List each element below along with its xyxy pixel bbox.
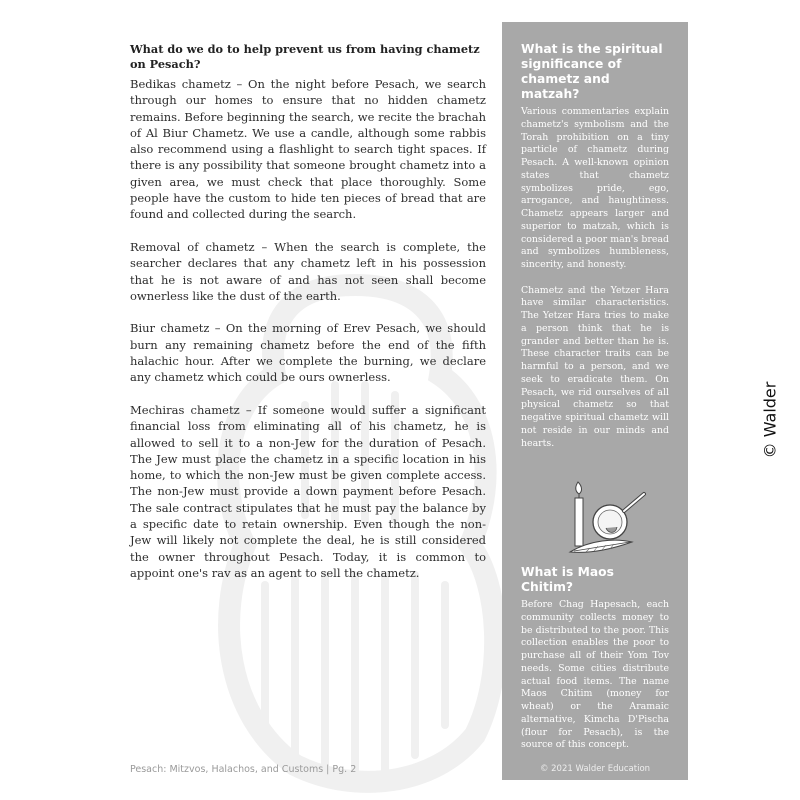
vertical-copyright: © Walder (760, 381, 780, 459)
sidebar-panel (502, 22, 688, 780)
footer-copyright: © 2021 Walder Education (539, 764, 651, 774)
footer-page-label: Pesach: Mitzvos, Halachos, and Customs | Pg. 2 (130, 764, 357, 775)
sidebar-section-maos-chitim (521, 565, 669, 765)
sidebar-section-spiritual (521, 42, 669, 450)
paragraph-biur-chametz: Biur chametz – On the morning of Erev Pesach, we should burn any remaining chametz before the end of the fifth halachic hour. After we complete the burning, we declare any chametz which could be ours ownerless. (130, 321, 486, 385)
paragraph-mechiras-chametz: Mechiras chametz – If someone would suffer a significant financial loss from eliminating all of his chametz, he is allowed to sell it to a non-Jew for the duration of Pesach. The Jew must place the chametz in a specific location in his home, to which the non-Jew must be given complete access. The non-Jew must provide a down payment before Pesach. The sale contract stipulates that he must pay the balance by a specific date to retain ownership. Even though the non-Jew will likely not complete the deal, he is still considered the owner throughout Pesach. Today, it is common to appoint one's rav as an agent to sell the chametz. (130, 402, 486, 580)
paragraph-removal-of-chametz: Removal of chametz – When the search is complete, the searcher declares that any chametz left in his possession that he is not aware of and has not seen shall become ownerless like the dust of the earth. (130, 239, 486, 303)
sidebar-paragraph: Various commentaries explain chametz's symbolism and the Torah prohibition on a tiny particle of chametz during Pesach. A well-known opinion states that chametz symbolizes pride, ego, arrogance, and haughtiness. Chametz appears larger and superior to matzah, which is considered a poor man's bread and symbolizes humbleness, sincerity, and honesty. (521, 106, 669, 270)
sidebar-heading-maos-chitim: What is Maos Chitim? (521, 565, 614, 594)
paragraph-bedikas-chametz: Bedikas chametz – On the night before Pesach, we search through our homes to ensure that no hidden chametz remains. Before beginning the search, we recite the brachah of Al Biur Chametz. We use a candle, although some rabbis also recommend using a flashlight to search tight spaces. If there is any possibility that someone brought chametz into a given area, we must check that place thoroughly. Some people have the custom to hide ten pieces of bread that are found and collected during the search. (130, 77, 486, 222)
candle-feather-spoon-icon (560, 478, 650, 566)
sidebar-heading-spiritual: What is the spiritual significance of chametz and matzah? (521, 42, 663, 101)
main-heading: What do we do to help prevent us from having chametz on Pesach? (130, 42, 480, 71)
sidebar-paragraph: Chametz and the Yetzer Hara have similar characteristics. The Yetzer Hara tries to make a person think that he is grander and better than he is. These character traits can be harmful to a person, and we seek to eradicate them. On Pesach, we rid ourselves of all physical chametz so that negative spiritual chametz will not reside in our minds and hearts. (521, 284, 669, 449)
sidebar-paragraph: Before Chag Hapesach, each community collects money to be distributed to the poor. This collection enables the poor to purchase all of their Yom Tov needs. Some cities distribute actual food items. The name Maos Chitim (money for wheat) or the Aramaic alternative, Kimcha D'Pischa (flour for Pesach), is the source of this concept. (521, 599, 669, 751)
main-content (130, 42, 486, 598)
